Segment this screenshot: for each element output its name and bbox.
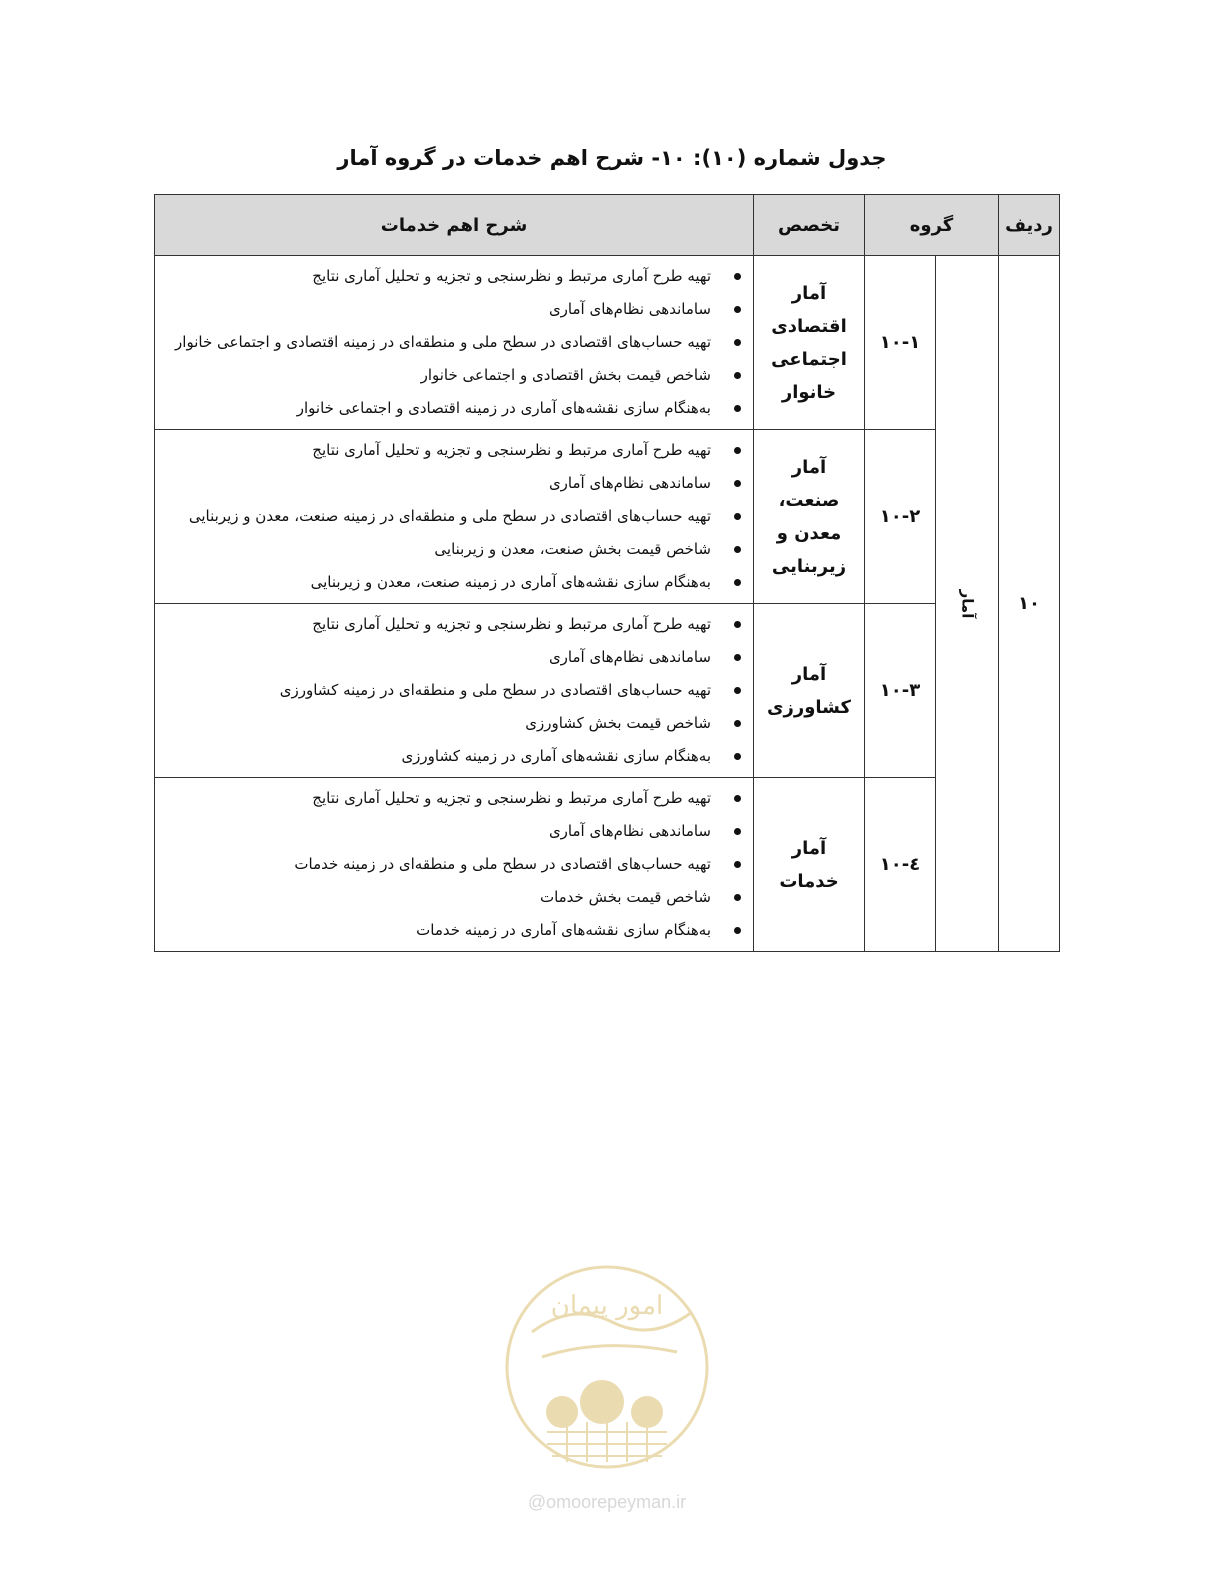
description-cell	[155, 430, 754, 604]
specialty-line: زیربنایی	[771, 555, 847, 577]
specialty-cell	[754, 256, 865, 430]
list-item: به‌هنگام سازی نقشه‌های آماری در زمینه خدمات	[163, 914, 753, 947]
header-specialty: تخصص	[754, 195, 865, 256]
service-list	[155, 604, 753, 777]
list-item: به‌هنگام سازی نقشه‌های آماری در زمینه صنعت، معدن و زیربنایی	[163, 566, 753, 599]
specialty-cell	[754, 604, 865, 778]
group-cell	[936, 256, 999, 952]
table-row	[155, 604, 1060, 778]
specialty-cell	[754, 430, 865, 604]
list-item: ساماندهی نظام‌های آماری	[163, 815, 753, 848]
list-item: تهیه طرح آماری مرتبط و نظرسنجی و تجزیه و تحلیل آماری نتایج	[163, 434, 753, 467]
watermark-logo	[502, 1262, 712, 1522]
code-cell: ۱۰-۲	[865, 430, 936, 604]
table-title: جدول شماره (۱۰): ۱۰- شرح اهم خدمات در گروه آمار	[337, 146, 887, 170]
table-row	[155, 778, 1060, 952]
list-item: ساماندهی نظام‌های آماری	[163, 467, 753, 500]
code-cell: ۱۰-۳	[865, 604, 936, 778]
specialty-cell	[754, 778, 865, 952]
table-row	[155, 256, 1060, 430]
list-item: تهیه حساب‌های اقتصادی در سطح ملی و منطقه‌ای در زمینه اقتصادی و اجتماعی خانوار	[163, 326, 753, 359]
table-row	[155, 430, 1060, 604]
description-cell	[155, 778, 754, 952]
list-item: تهیه حساب‌های اقتصادی در سطح ملی و منطقه‌ای در زمینه صنعت، معدن و زیربنایی	[163, 500, 753, 533]
service-list	[155, 430, 753, 603]
header-group: گروه	[865, 195, 999, 256]
radif-cell: ۱۰	[999, 256, 1060, 952]
specialty-line: اجتماعی	[771, 348, 847, 370]
description-cell	[155, 256, 754, 430]
list-item: شاخص قیمت بخش خدمات	[163, 881, 753, 914]
specialty-line: معدن و	[776, 522, 842, 544]
service-list	[155, 778, 753, 951]
service-list	[155, 256, 753, 429]
list-item: شاخص قیمت بخش صنعت، معدن و زیربنایی	[163, 533, 753, 566]
group-name: آمار	[958, 589, 977, 618]
specialty-line: اقتصادی	[771, 315, 847, 337]
list-item: ساماندهی نظام‌های آماری	[163, 293, 753, 326]
code-cell: ۱۰-۱	[865, 256, 936, 430]
specialty-line: خانوار	[781, 381, 837, 403]
list-item: تهیه طرح آماری مرتبط و نظرسنجی و تجزیه و تحلیل آماری نتایج	[163, 608, 753, 641]
watermark-text: @omoorepeyman.ir	[527, 1492, 687, 1512]
description-cell	[155, 604, 754, 778]
watermark-logo-text: امور پیمان	[550, 1291, 664, 1321]
table-header-row	[155, 195, 1060, 256]
list-item: به‌هنگام سازی نقشه‌های آماری در زمینه کشاورزی	[163, 740, 753, 773]
code-cell: ۱۰-٤	[865, 778, 936, 952]
services-table	[154, 194, 1060, 952]
specialty-line: آمار	[791, 663, 827, 685]
list-item: به‌هنگام سازی نقشه‌های آماری در زمینه اقتصادی و اجتماعی خانوار	[163, 392, 753, 425]
header-radif: ردیف	[999, 195, 1060, 256]
list-item: تهیه طرح آماری مرتبط و نظرسنجی و تجزیه و تحلیل آماری نتایج	[163, 782, 753, 815]
list-item: شاخص قیمت بخش اقتصادی و اجتماعی خانوار	[163, 359, 753, 392]
header-description: شرح اهم خدمات	[155, 195, 754, 256]
list-item: تهیه حساب‌های اقتصادی در سطح ملی و منطقه‌ای در زمینه خدمات	[163, 848, 753, 881]
list-item: ساماندهی نظام‌های آماری	[163, 641, 753, 674]
specialty-line: کشاورزی	[767, 696, 851, 718]
specialty-line: آمار صنعت،	[778, 456, 840, 511]
specialty-line: آمار خدمات	[779, 837, 839, 892]
list-item: تهیه حساب‌های اقتصادی در سطح ملی و منطقه‌ای در زمینه کشاورزی	[163, 674, 753, 707]
list-item: شاخص قیمت بخش کشاورزی	[163, 707, 753, 740]
specialty-line: آمار	[791, 282, 827, 304]
list-item: تهیه طرح آماری مرتبط و نظرسنجی و تجزیه و تحلیل آماری نتایج	[163, 260, 753, 293]
